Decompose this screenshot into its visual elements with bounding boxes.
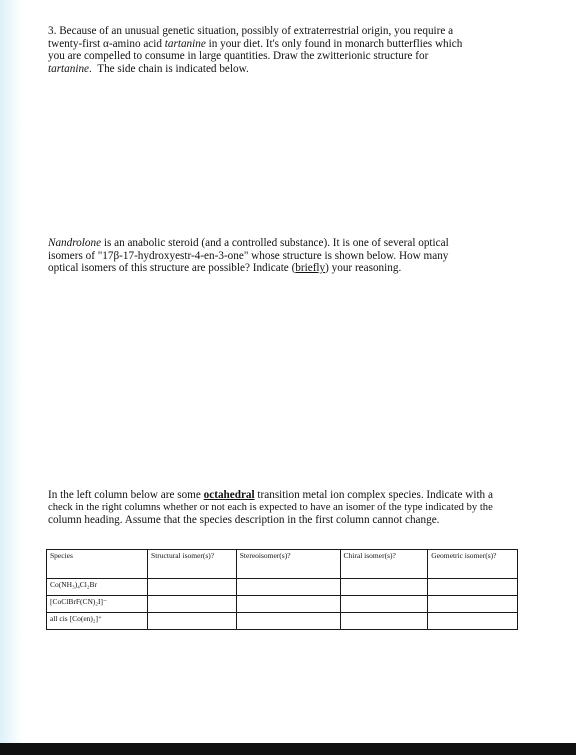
scan-edge-stain	[0, 0, 22, 755]
nandrolone-line-1-rest: is an anabolic steroid (and a controlled substance). It is one of several optical	[101, 237, 449, 249]
isomer-line-1	[48, 489, 538, 502]
table-row	[47, 613, 518, 630]
isomer-question	[48, 489, 538, 527]
isomer-table	[46, 549, 518, 630]
isomer-line-3: column heading. Assume that the species description in the first column cannot change.	[48, 514, 440, 527]
stereo-cell[interactable]	[236, 579, 340, 596]
table-header-row	[47, 550, 518, 579]
q3-line-2-rest: in your diet. It's only found in monarch butterflies which	[205, 37, 463, 50]
geometric-cell[interactable]	[428, 613, 518, 630]
header-stereo: Stereoisomer(s)?	[236, 550, 340, 579]
header-geometric: Geometric isomer(s)?	[428, 550, 518, 579]
question-3	[48, 25, 538, 75]
q3-line-4-rest: The side chain is indicated below.	[97, 62, 249, 75]
chiral-cell[interactable]	[340, 613, 428, 630]
species-cell: Co(NH₃)₄Cl₂Br	[47, 579, 148, 596]
geometric-cell[interactable]	[428, 579, 518, 596]
geometric-cell[interactable]	[428, 596, 518, 613]
nandrolone-line-1	[48, 237, 538, 250]
isomer-line-1-a: In the left column below are some	[48, 489, 204, 501]
structural-cell[interactable]	[148, 596, 237, 613]
nandrolone-line-3-b: ) your reasoning.	[325, 262, 402, 275]
q3-line-3: you are compelled to consume in large quantities. Draw the zwitterionic structure for	[48, 50, 429, 63]
nandrolone-question	[48, 237, 538, 275]
chiral-cell[interactable]	[340, 596, 428, 613]
stereo-cell[interactable]	[236, 613, 340, 630]
nandrolone-line-3	[48, 262, 538, 275]
q3-line-1: 3. Because of an unusual genetic situation, possibly of extraterrestrial origin, you require a	[48, 25, 454, 37]
q3-line-2	[48, 38, 538, 51]
header-species: Species	[47, 550, 148, 579]
nandrolone-line-3-a: optical isomers of this structure are possible? Indicate (	[48, 262, 296, 275]
table-row	[47, 596, 518, 613]
structural-cell[interactable]	[148, 579, 237, 596]
structural-cell[interactable]	[148, 613, 237, 630]
octahedral-word: octahedral	[203, 489, 255, 501]
nandrolone-line-2: isomers of "17β-17-hydroxyestr-4-en-3-one" whose structure is shown below. How many	[48, 249, 449, 262]
isomer-line-2: check in the right columns whether or not each is expected to have an isomer of the type indicated by the	[48, 501, 493, 513]
chiral-cell[interactable]	[340, 579, 428, 596]
q3-line-4: tartanine. The side chain is indicated below.	[48, 62, 249, 75]
isomer-line-1-b: transition metal ion complex species. Indicate with a	[254, 489, 493, 501]
tartanine-term: tartanine	[164, 37, 206, 50]
scan-bottom-edge	[0, 743, 576, 755]
stereo-cell[interactable]	[236, 596, 340, 613]
nandrolone-term: Nandrolone	[48, 237, 102, 249]
table-row	[47, 579, 518, 596]
q3-line-2-start: twenty-first α-amino acid	[48, 37, 165, 50]
header-structural: Structural isomer(s)?	[148, 550, 237, 579]
briefly-word: briefly	[295, 262, 326, 275]
species-cell: all cis [Co(en)₂]⁺	[47, 613, 148, 630]
species-cell: [CoClBrF(CN)₂I]⁻	[47, 596, 148, 613]
tartanine-term-2: tartanine	[48, 62, 90, 75]
header-chiral: Chiral isomer(s)?	[340, 550, 428, 579]
